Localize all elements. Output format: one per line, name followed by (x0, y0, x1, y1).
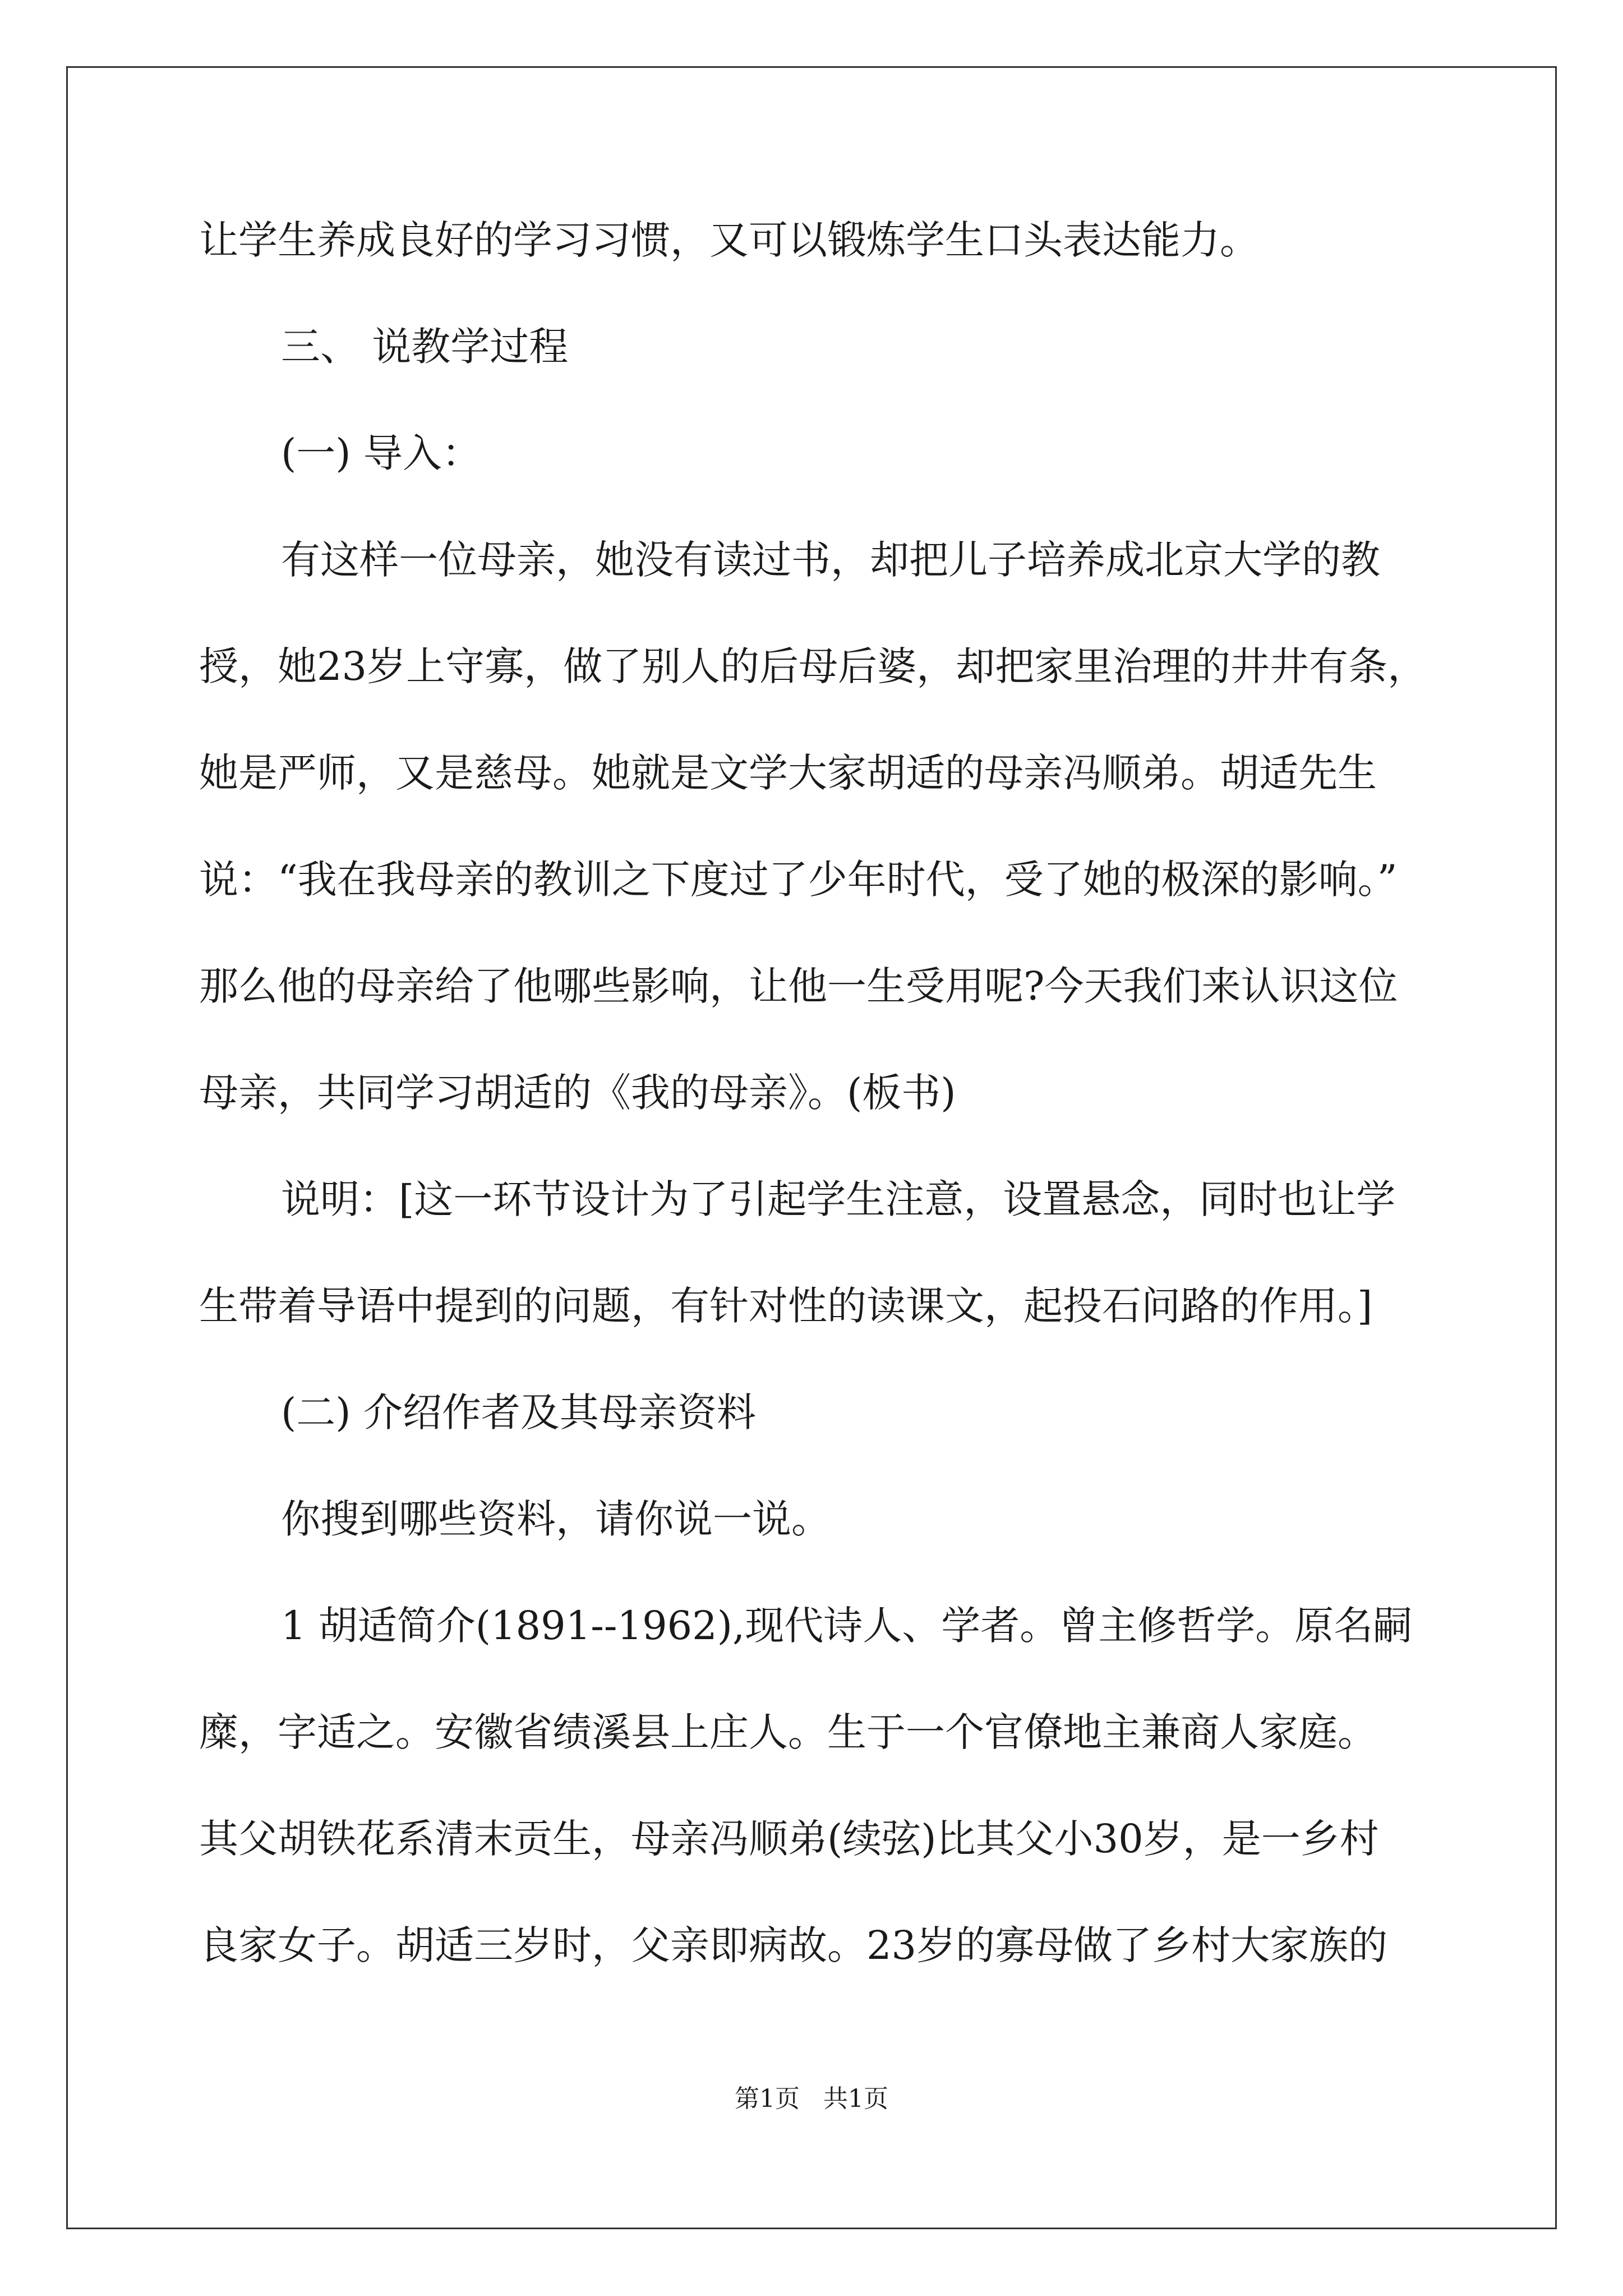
paragraph-line: 良家女子。胡适三岁时，父亲即病故。23岁的寡母做了乡村大家族的 (199, 1922, 1388, 1968)
paragraph-line: 有这样一位母亲，她没有读过书，却把儿子培养成北京大学的教 (281, 537, 1380, 583)
paragraph-line: 说：“我在我母亲的教训之下度过了少年时代，受了她的极深的影响。” (199, 857, 1398, 903)
document-body (199, 213, 1430, 1972)
paragraph-line: 你搜到哪些资料，请你说一说。 (281, 1496, 831, 1542)
paragraph-line: 她是严师，又是慈母。她就是文学大家胡适的母亲冯顺弟。胡适先生 (199, 750, 1377, 796)
subsection-heading: (二) 介绍作者及其母亲资料 (281, 1389, 756, 1435)
paragraph-line: 那么他的母亲给了他哪些影响，让他一生受用呢?今天我们来认识这位 (199, 963, 1398, 1009)
paragraph-line: 其父胡铁花系清末贡生，母亲冯顺弟(续弦)比其父小30岁，是一乡村 (199, 1816, 1379, 1862)
page-footer: 第1页 共1页 (735, 2085, 888, 2113)
note-line: 说明：[这一环节设计为了引起学生注意，设置悬念，同时也让学 (281, 1176, 1396, 1222)
paragraph-line: 糜，字适之。安徽省绩溪县上庄人。生于一个官僚地主兼商人家庭。 (199, 1709, 1377, 1755)
paragraph-line: 授，她23岁上守寡，做了别人的后母后婆，却把家里治理的井井有条， (199, 643, 1427, 689)
paragraph-line: 让学生养成良好的学习习惯，又可以锻炼学生口头表达能力。 (199, 217, 1259, 263)
paragraph-line: 母亲，共同学习胡适的《我的母亲》。(板书) (199, 1070, 956, 1116)
note-line: 生带着导语中提到的问题，有针对性的读课文，起投石问路的作用。] (199, 1283, 1373, 1329)
paragraph-line: 1 胡适简介(1891--1962),现代诗人、学者。曾主修哲学。原名嗣 (281, 1603, 1413, 1649)
subsection-heading: (一) 导入： (281, 430, 481, 476)
section-heading: 三、 说教学过程 (281, 324, 569, 370)
